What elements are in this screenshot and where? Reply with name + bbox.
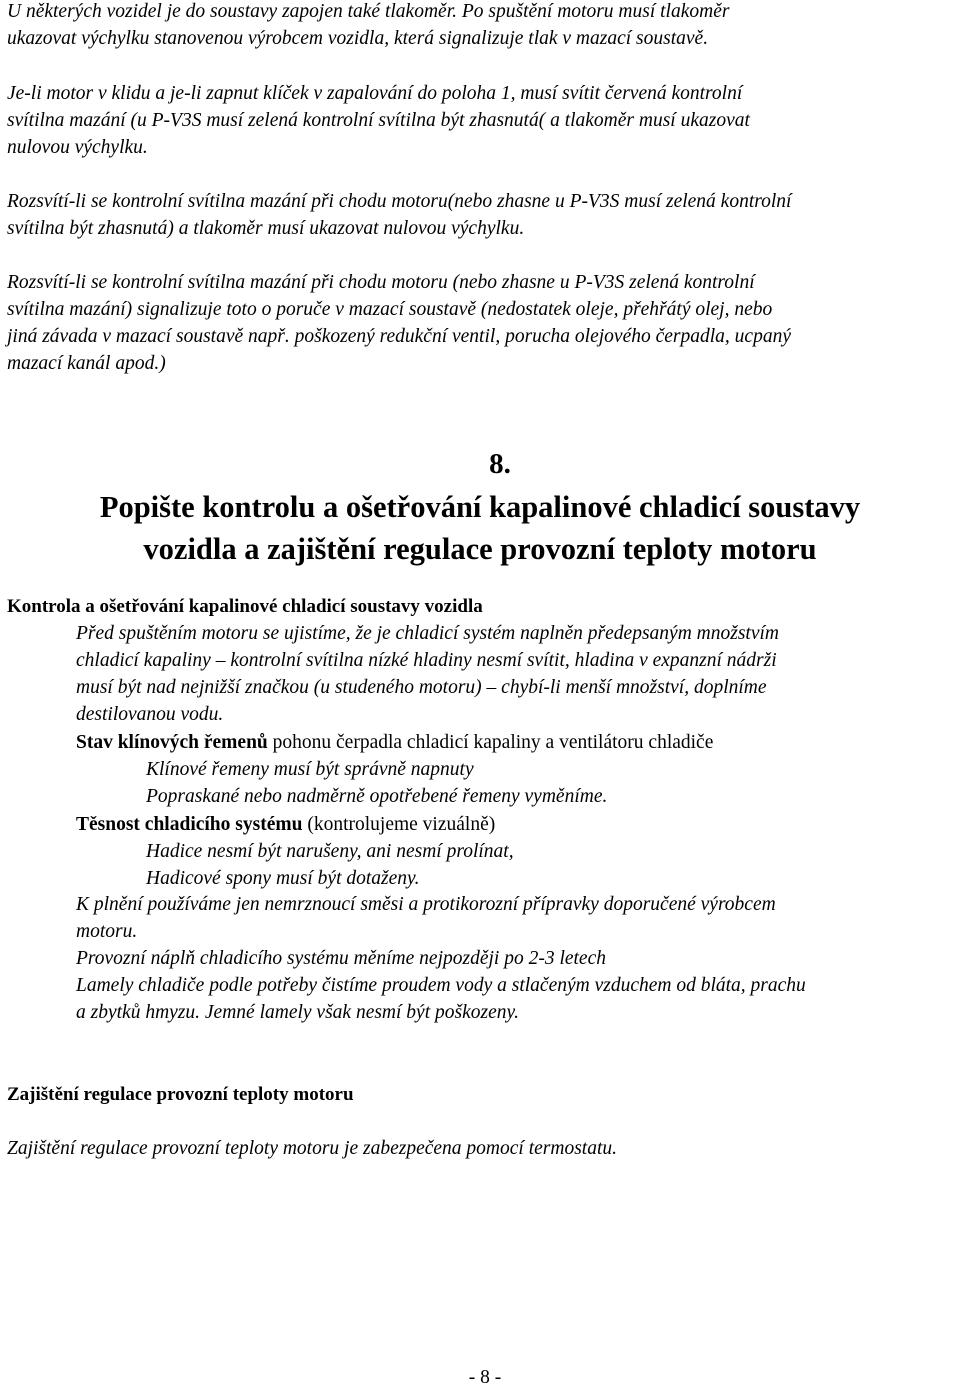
section-title-line2: vozidla a zajištění regulace provozní teploty motoru (143, 532, 817, 566)
lamellas-line1: Lamely chladiče podle potřeby čistíme proudem vody a stlačeným vzduchem od bláta, prachu (76, 975, 806, 996)
intro-p2-line3: nulovou výchylku. (7, 137, 148, 158)
tightness-item-2: Hadicové spony musí být dotaženy. (146, 868, 420, 889)
regulation-heading: Zajištění regulace provozní teploty motoru (7, 1084, 354, 1105)
intro-p2-line2: svítilna mazání (u P-V3S musí zelená kontrolní svítilna být zhasnutá( a tlakoměr musí ukazovat (7, 110, 750, 131)
section-title-line1: Popište kontrolu a ošetřování kapalinové chladicí soustavy (99, 490, 861, 524)
intro-p1-line2: ukazovat výchylku stanovenou výrobcem vozidla, která signalizuje tlak v mazací soustavě. (7, 28, 709, 49)
intro-p1-line1: U některých vozidel je do soustavy zapojen také tlakoměr. Po spuštění motoru musí tlakoměr (7, 1, 730, 22)
intro-p4-line1: Rozsvítí-li se kontrolní svítilna mazání při chodu motoru (nebo zhasne u P-V3S zelená kontrolní (7, 272, 755, 293)
intro-p4-line4: mazací kanál apod.) (7, 353, 166, 374)
before-start-line1: Před spuštěním motoru se ujistíme, že je chladicí systém naplněn předepsaným množstvím (76, 623, 779, 644)
belts-bold: Stav klínových řemenů (76, 732, 268, 753)
intro-p4-line3-tail: poškozený redukční ventil, porucha olejového čerpadla, ucpaný (294, 326, 791, 347)
coolant-change: Provozní náplň chladicího systému měníme nejpozději po 2-3 letech (76, 948, 606, 969)
intro-p4-line2: svítilna mazání) signalizuje toto o poruče v mazací soustavě (nedostatek oleje, přehřátý olej, nebo (7, 299, 773, 320)
regulation-text: Zajištění regulace provozní teploty motoru je zabezpečena pomocí termostatu. (7, 1138, 618, 1159)
before-start-line2: chladicí kapaliny – kontrolní svítilna nízké hladiny nesmí svítit, hladina v expanzní nádrži (76, 650, 777, 671)
before-start-line4: destilovanou vodu. (76, 704, 224, 725)
antifreeze-line1: K plnění používáme jen nemrznoucí směsi a protikorozní přípravky doporučené výrobcem (76, 894, 776, 915)
lamellas-line2: a zbytků hmyzu. Jemné lamely však nesmí být poškozeny. (76, 1002, 519, 1023)
intro-p4-line3 (7, 323, 791, 350)
intro-p4-line3-start: jiná závada v mazací soustavě např. (7, 326, 290, 347)
page-number: - 8 - (468, 1367, 502, 1388)
intro-p3-line2: svítilna být zhasnutá) a tlakoměr musí ukazovat nulovou výchylku. (7, 218, 525, 239)
section-number: 8. (489, 448, 511, 480)
tightness-item-1: Hadice nesmí být narušeny, ani nesmí prolínat, (146, 841, 514, 862)
belts-item-2: Popraskané nebo nadměrně opotřebené řemeny vyměníme. (146, 786, 608, 807)
before-start-line3: musí být nad nejnižší značkou (u studeného motoru) – chybí-li menší množství, doplníme (76, 677, 767, 698)
antifreeze-line2: motoru. (76, 921, 138, 942)
tightness-bold: Těsnost chladicího systému (76, 814, 303, 835)
tightness-line (76, 811, 495, 838)
belts-item-1: Klínové řemeny musí být správně napnuty (146, 759, 474, 780)
intro-p2-line1: Je-li motor v klidu a je-li zapnut klíček v zapalování do poloha 1, musí svítit červená kontrolní (7, 83, 743, 104)
tightness-rest: (kontrolujeme vizuálně) (302, 814, 496, 835)
intro-p3-line1: Rozsvítí-li se kontrolní svítilna mazání při chodu motoru(nebo zhasne u P-V3S musí zelená kontrolní (7, 191, 792, 212)
belts-rest: pohonu čerpadla chladicí kapaliny a ventilátoru chladiče (267, 732, 714, 753)
belts-line (76, 729, 713, 756)
cooling-heading: Kontrola a ošetřování kapalinové chladicí soustavy vozidla (7, 596, 483, 617)
